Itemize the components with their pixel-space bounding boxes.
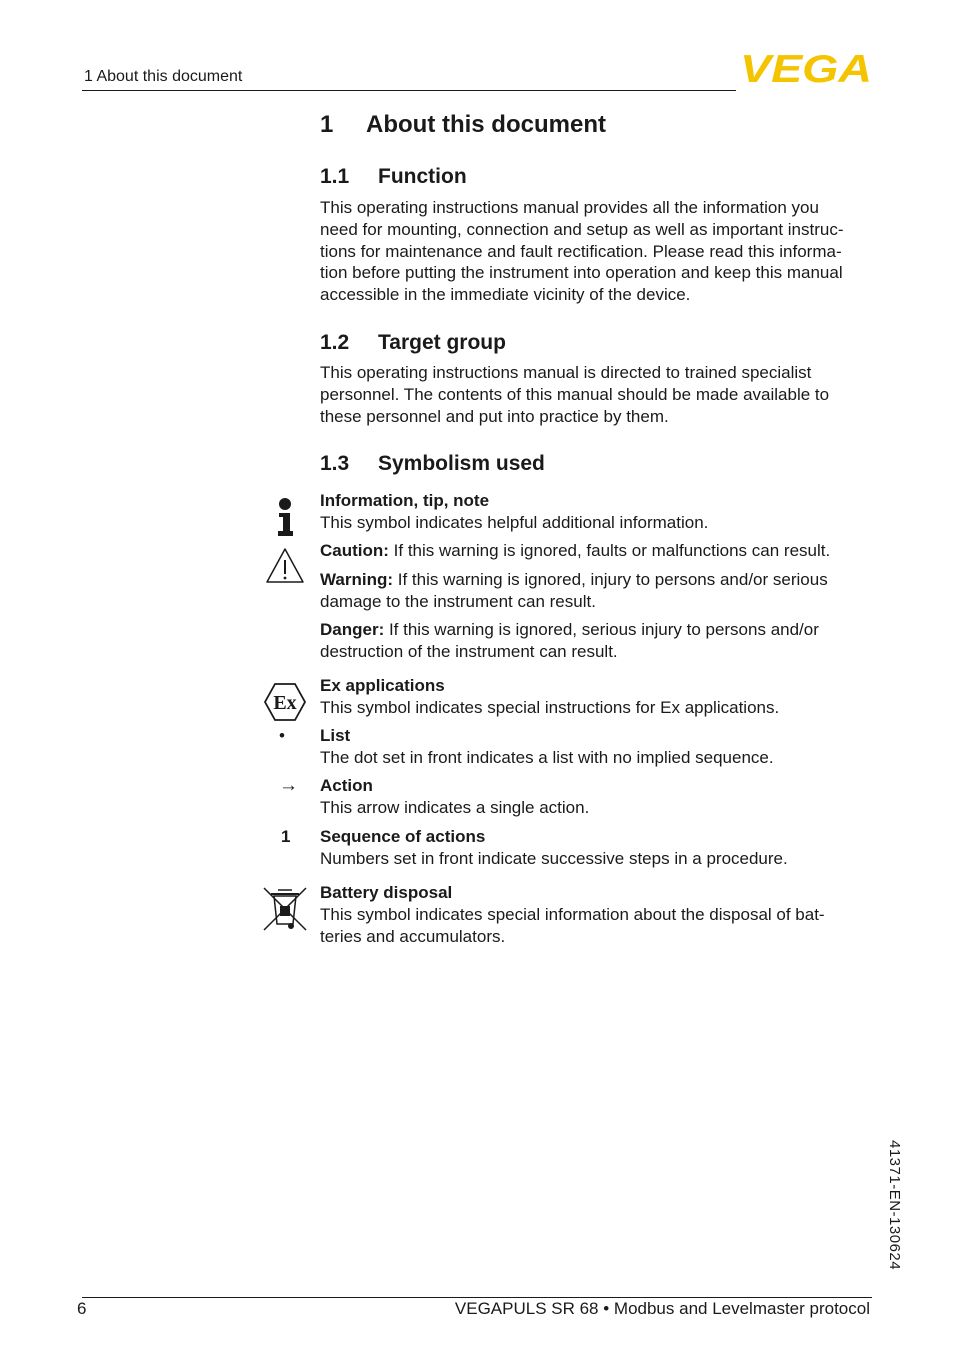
warning-triangle-icon [265, 546, 305, 586]
caution-entry [320, 540, 880, 562]
battery-title: Battery disposal [320, 883, 453, 902]
info-title: Information, tip, note [320, 491, 490, 510]
text-line: This operating instructions manual is directed to trained specialist [320, 363, 812, 382]
section-number: 1.3 [320, 452, 350, 475]
section-heading-symbolism [320, 452, 545, 476]
footer-rule [82, 1297, 872, 1298]
document-code: 41371-EN-130624 [886, 1140, 903, 1271]
chapter-title: About this document [366, 111, 606, 138]
danger-label: Danger: [320, 620, 385, 639]
footer-title: VEGAPULS SR 68 • Modbus and Levelmaster protocol [454, 1299, 870, 1318]
running-head: 1 About this document [84, 68, 243, 85]
section-title: Target group [378, 331, 506, 354]
caution-label: Caution: [320, 541, 389, 560]
battery-text-line2: teries and accumulators. [320, 926, 506, 946]
action-title: Action [320, 776, 373, 795]
action-text: This arrow indicates a single action. [320, 797, 590, 817]
section-number: 1.2 [320, 331, 350, 354]
list-text: The dot set in front indicates a list with no implied sequence. [320, 747, 774, 767]
target-group-paragraph [320, 362, 880, 427]
chapter-number: 1 [320, 111, 334, 138]
text-line: tions for maintenance and fault rectification. Please read this informa- [320, 241, 842, 261]
action-entry [320, 775, 880, 819]
section-title: Symbolism used [378, 452, 545, 475]
info-text: This symbol indicates helpful additional information. [320, 512, 709, 532]
info-icon [274, 496, 296, 538]
vega-logo [740, 52, 872, 84]
sequence-text: Numbers set in front indicate successive steps in a procedure. [320, 848, 788, 868]
text-line: personnel. The contents of this manual should be made available to [320, 384, 830, 404]
ex-text: This symbol indicates special instructions for Ex applications. [320, 697, 780, 717]
chapter-heading [320, 111, 606, 139]
caution-line [320, 540, 880, 562]
function-paragraph [320, 197, 880, 306]
ex-title: Ex applications [320, 676, 445, 695]
danger-text: If this warning is ignored, serious injury to persons and/or [384, 620, 819, 639]
sequence-title: Sequence of actions [320, 827, 486, 846]
battery-text-line1: This symbol indicates special information about the disposal of bat- [320, 904, 825, 924]
warning-text-line2: damage to the instrument can result. [320, 591, 596, 611]
page-number: 6 [77, 1299, 87, 1318]
warning-text: If this warning is ignored, injury to persons and/or serious [393, 570, 828, 589]
ex-entry [320, 675, 880, 719]
sequence-marker: 1 [281, 827, 291, 846]
section-heading-function [320, 165, 467, 189]
warning-label: Warning: [320, 570, 394, 589]
warning-entry [320, 569, 880, 613]
text-line: these personnel and put into practice by them. [320, 406, 669, 426]
danger-text-line2: destruction of the instrument can result. [320, 641, 618, 661]
caution-text: If this warning is ignored, faults or malfunctions can result. [388, 541, 831, 560]
text-line: This operating instructions manual provides all the information you [320, 198, 819, 217]
header-rule [82, 90, 736, 91]
section-number: 1.1 [320, 165, 350, 188]
crossed-bin-icon [262, 886, 308, 932]
list-entry [320, 725, 880, 769]
ex-hexagon-icon [263, 682, 307, 722]
danger-line [320, 619, 880, 641]
arrow-right-icon: → [279, 775, 298, 796]
warning-line [320, 569, 880, 591]
sequence-entry [320, 826, 880, 870]
text-line: accessible in the immediate vicinity of the device. [320, 285, 691, 305]
text-line: need for mounting, connection and setup as well as important instruc- [320, 219, 844, 239]
svg-text:Ex: Ex [273, 692, 297, 714]
section-title: Function [378, 165, 467, 188]
info-entry [320, 490, 880, 534]
svg-text:VEGA: VEGA [740, 52, 872, 84]
list-title: List [320, 726, 351, 745]
text-line: tion before putting the instrument into operation and keep this manual [320, 263, 843, 283]
battery-entry [320, 882, 880, 947]
section-heading-target-group [320, 331, 506, 355]
bullet-icon: • [279, 726, 285, 745]
danger-entry [320, 619, 880, 663]
